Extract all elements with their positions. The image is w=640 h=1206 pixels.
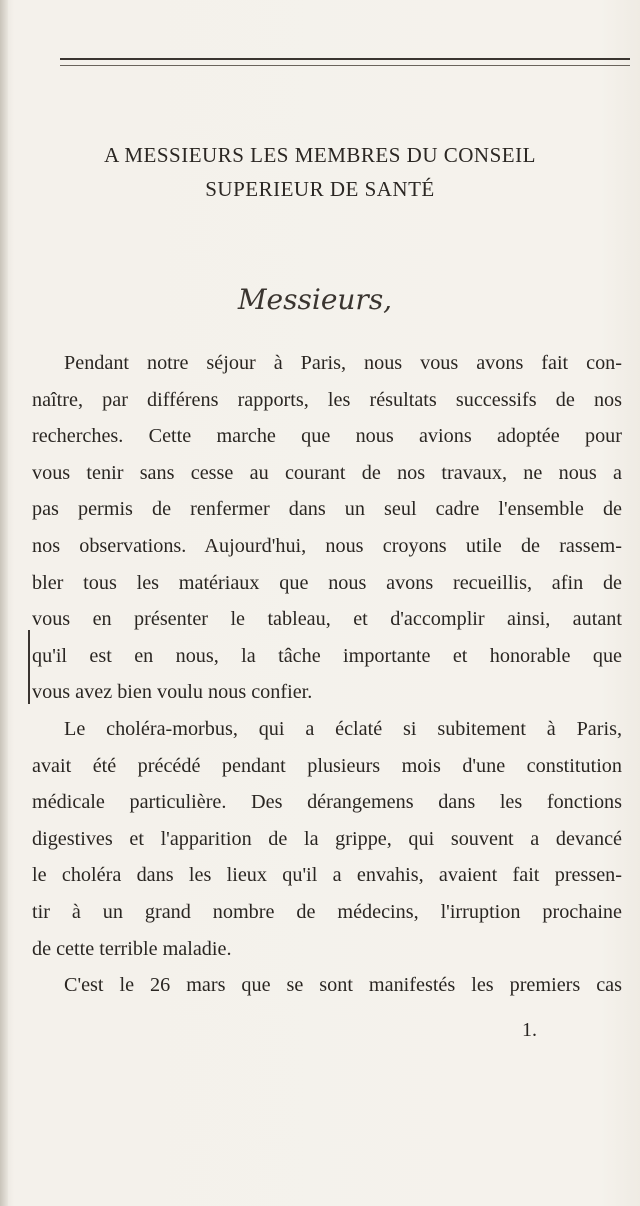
- text-line: Pendant notre séjour à Paris, nous vous avons fait con-: [64, 352, 622, 374]
- text-line: nos observations. Aujourd'hui, nous croyons utile de rassem-: [32, 534, 622, 557]
- text-line: vous avez bien voulu nous confier.: [32, 681, 313, 704]
- heading-line-2: SUPERIEUR DE SANTÉ: [205, 177, 435, 201]
- text-line: vous en présenter le tableau, et d'accomplir ainsi, autant: [32, 608, 622, 631]
- margin-mark: [28, 630, 30, 704]
- text-line: bler tous les matériaux que nous avons recueillis, afin de: [32, 571, 622, 594]
- page-number: 1.: [522, 1019, 537, 1041]
- body-text: [32, 345, 622, 1004]
- text-line: vous tenir sans cesse au courant de nos travaux, ne nous a: [32, 461, 622, 484]
- text-line: avait été précédé pendant plusieurs mois d'une constitution: [32, 754, 622, 777]
- text-line: de cette terrible maladie.: [32, 937, 232, 960]
- salutation: Messieurs,: [237, 283, 393, 316]
- text-line: naître, par différens rapports, les résultats successifs de nos: [32, 388, 622, 411]
- binding-edge: [0, 0, 8, 1206]
- text-line: pas permis de renfermer dans un seul cadre l'ensemble de: [32, 498, 622, 521]
- heading-line-1: A MESSIEURS LES MEMBRES DU CONSEIL: [104, 143, 536, 167]
- text-line: recherches. Cette marche que nous avions adoptée pour: [32, 425, 622, 448]
- text-line: C'est le 26 mars que se sont manifestés les premiers cas: [64, 974, 622, 997]
- text-line: le choléra dans les lieux qu'il a envahis, avaient fait pressen-: [32, 864, 622, 887]
- top-rule: [60, 58, 630, 60]
- text-line: qu'il est en nous, la tâche importante et honorable que: [32, 644, 622, 667]
- top-rule-thin: [60, 65, 630, 66]
- text-line: digestives et l'apparition de la grippe, qui souvent a devancé: [32, 827, 622, 850]
- text-line: Le choléra-morbus, qui a éclaté si subitement à Paris,: [64, 717, 622, 740]
- text-line: tir à un grand nombre de médecins, l'irruption prochaine: [32, 900, 622, 923]
- text-line: médicale particulière. Des dérangemens dans les fonctions: [32, 791, 622, 814]
